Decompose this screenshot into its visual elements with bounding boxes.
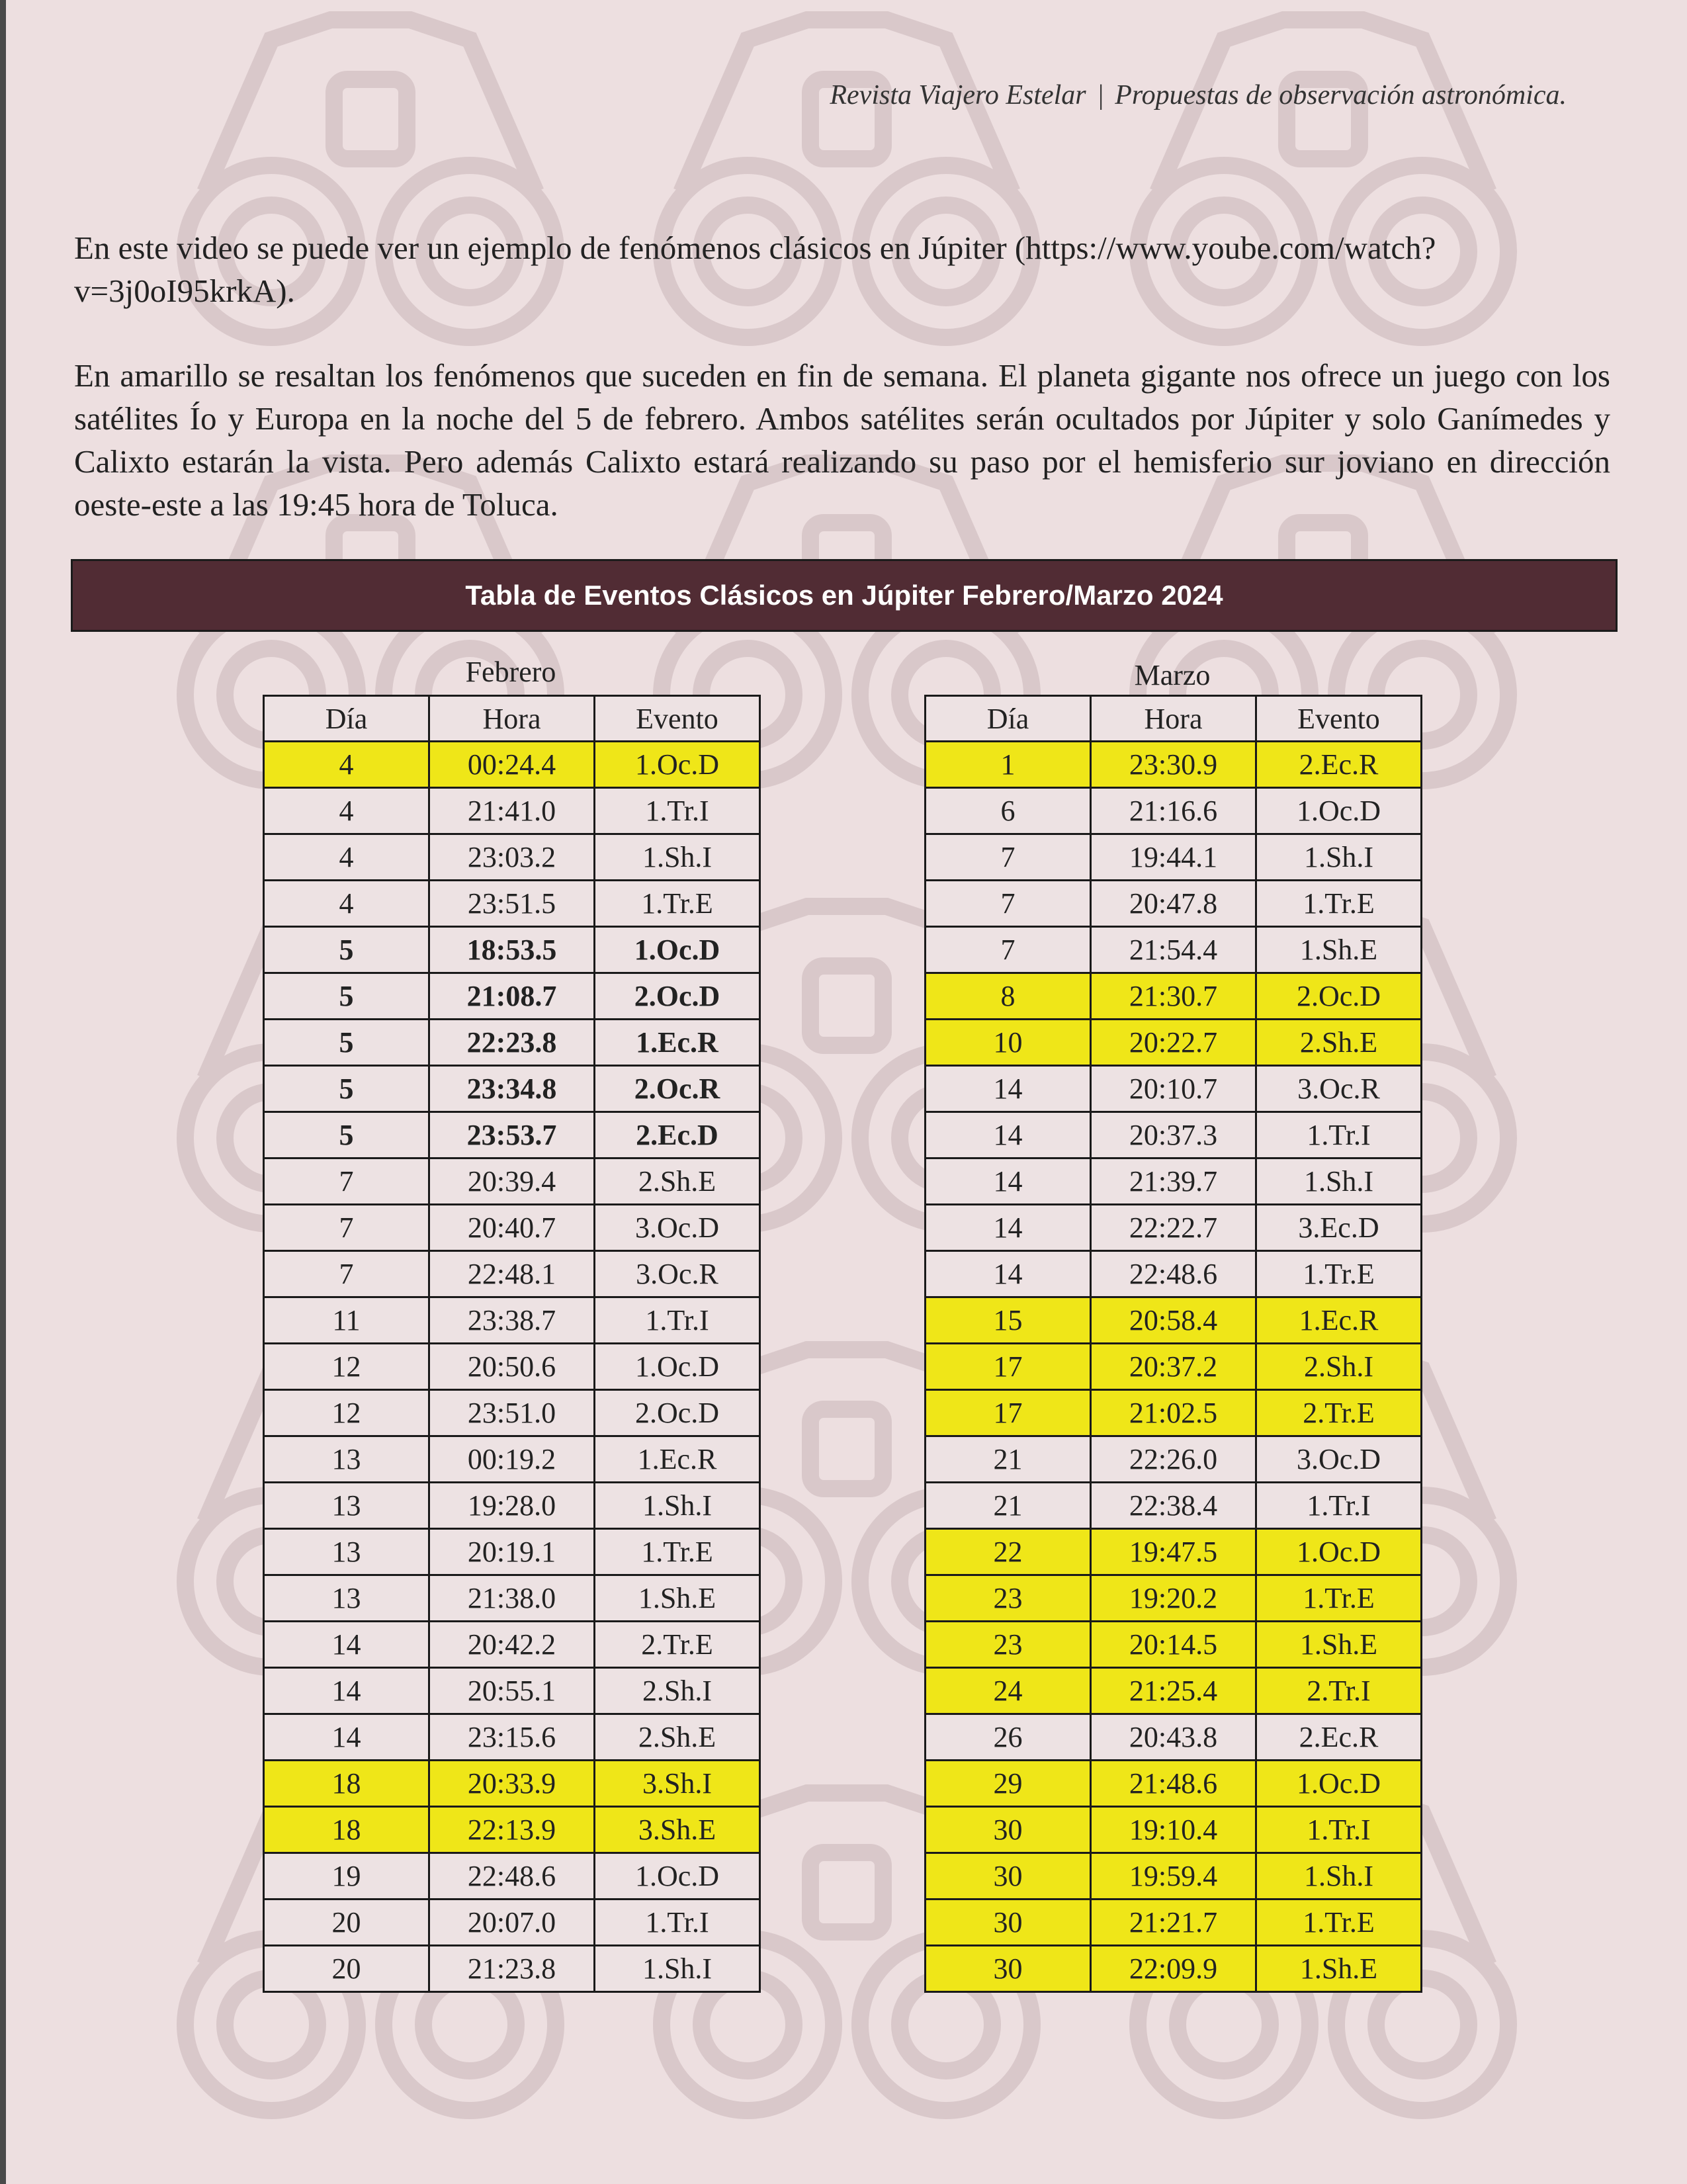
event-cell: 3.Oc.D bbox=[1256, 1436, 1422, 1483]
day-cell: 30 bbox=[926, 1807, 1091, 1853]
event-cell: 1.Sh.I bbox=[595, 1483, 760, 1529]
day-cell: 13 bbox=[264, 1436, 429, 1483]
time-cell: 20:37.2 bbox=[1091, 1344, 1256, 1390]
day-cell: 4 bbox=[264, 881, 429, 927]
table-row bbox=[264, 1529, 760, 1575]
event-cell: 1.Tr.I bbox=[1256, 1112, 1422, 1158]
time-cell: 00:24.4 bbox=[429, 742, 595, 788]
event-cell: 1.Tr.E bbox=[1256, 1900, 1422, 1946]
marzo-caption: Marzo bbox=[1134, 659, 1211, 691]
time-cell: 23:34.8 bbox=[429, 1066, 595, 1112]
day-cell: 21 bbox=[926, 1436, 1091, 1483]
table-row bbox=[926, 1714, 1422, 1761]
event-cell: 1.Oc.D bbox=[1256, 788, 1422, 834]
event-cell: 2.Oc.D bbox=[1256, 973, 1422, 1020]
time-cell: 20:07.0 bbox=[429, 1900, 595, 1946]
event-cell: 2.Ec.R bbox=[1256, 742, 1422, 788]
time-cell: 20:43.8 bbox=[1091, 1714, 1256, 1761]
event-cell: 3.Oc.R bbox=[1256, 1066, 1422, 1112]
time-cell: 19:59.4 bbox=[1091, 1853, 1256, 1900]
day-cell: 30 bbox=[926, 1946, 1091, 1992]
column-header-hora: Hora bbox=[429, 696, 595, 742]
table-row bbox=[264, 1761, 760, 1807]
day-cell: 7 bbox=[926, 834, 1091, 881]
event-cell: 1.Oc.D bbox=[595, 742, 760, 788]
day-cell: 7 bbox=[926, 881, 1091, 927]
day-cell: 11 bbox=[264, 1297, 429, 1344]
table-row bbox=[264, 1112, 760, 1158]
day-cell: 7 bbox=[264, 1158, 429, 1205]
table-row bbox=[264, 834, 760, 881]
time-cell: 21:02.5 bbox=[1091, 1390, 1256, 1436]
column-header-evento: Evento bbox=[1256, 696, 1422, 742]
day-cell: 26 bbox=[926, 1714, 1091, 1761]
time-cell: 22:48.1 bbox=[429, 1251, 595, 1297]
event-cell: 1.Oc.D bbox=[595, 927, 760, 973]
day-cell: 23 bbox=[926, 1575, 1091, 1622]
event-cell: 1.Sh.E bbox=[1256, 927, 1422, 973]
table-row bbox=[264, 1946, 760, 1992]
table-row bbox=[926, 1436, 1422, 1483]
day-cell: 13 bbox=[264, 1575, 429, 1622]
table-row bbox=[926, 1251, 1422, 1297]
table-row bbox=[926, 1622, 1422, 1668]
day-cell: 4 bbox=[264, 834, 429, 881]
table-row bbox=[264, 1575, 760, 1622]
time-cell: 22:48.6 bbox=[429, 1853, 595, 1900]
table-row bbox=[264, 742, 760, 788]
time-cell: 20:42.2 bbox=[429, 1622, 595, 1668]
time-cell: 22:09.9 bbox=[1091, 1946, 1256, 1992]
event-cell: 1.Tr.E bbox=[595, 881, 760, 927]
event-cell: 1.Oc.D bbox=[1256, 1761, 1422, 1807]
table-row bbox=[264, 1020, 760, 1066]
time-cell: 21:48.6 bbox=[1091, 1761, 1256, 1807]
day-cell: 20 bbox=[264, 1946, 429, 1992]
time-cell: 20:47.8 bbox=[1091, 881, 1256, 927]
day-cell: 12 bbox=[264, 1390, 429, 1436]
table-row bbox=[926, 1066, 1422, 1112]
time-cell: 21:54.4 bbox=[1091, 927, 1256, 973]
event-cell: 1.Oc.D bbox=[1256, 1529, 1422, 1575]
event-cell: 1.Oc.D bbox=[595, 1344, 760, 1390]
event-cell: 2.Tr.E bbox=[1256, 1390, 1422, 1436]
day-cell: 5 bbox=[264, 927, 429, 973]
time-cell: 22:22.7 bbox=[1091, 1205, 1256, 1251]
table-row bbox=[264, 1853, 760, 1900]
event-cell: 1.Tr.E bbox=[1256, 1251, 1422, 1297]
day-cell: 12 bbox=[264, 1344, 429, 1390]
time-cell: 21:08.7 bbox=[429, 973, 595, 1020]
day-cell: 14 bbox=[926, 1066, 1091, 1112]
table-row bbox=[926, 1297, 1422, 1344]
event-cell: 2.Tr.I bbox=[1256, 1668, 1422, 1714]
table-row bbox=[926, 1668, 1422, 1714]
day-cell: 15 bbox=[926, 1297, 1091, 1344]
day-cell: 24 bbox=[926, 1668, 1091, 1714]
table-row bbox=[926, 927, 1422, 973]
event-cell: 2.Ec.D bbox=[595, 1112, 760, 1158]
table-row bbox=[926, 1020, 1422, 1066]
table-row bbox=[926, 1575, 1422, 1622]
column-header-dia: Día bbox=[264, 696, 429, 742]
day-cell: 5 bbox=[264, 1020, 429, 1066]
day-cell: 4 bbox=[264, 742, 429, 788]
time-cell: 22:26.0 bbox=[1091, 1436, 1256, 1483]
event-cell: 2.Oc.D bbox=[595, 1390, 760, 1436]
event-cell: 1.Tr.I bbox=[1256, 1483, 1422, 1529]
table-row bbox=[926, 1946, 1422, 1992]
febrero-header-row bbox=[264, 696, 760, 742]
febrero-table-body bbox=[264, 742, 760, 1992]
header-separator: | bbox=[1096, 80, 1105, 110]
day-cell: 1 bbox=[926, 742, 1091, 788]
event-cell: 1.Sh.E bbox=[1256, 1946, 1422, 1992]
column-header-dia: Día bbox=[926, 696, 1091, 742]
table-row bbox=[926, 1344, 1422, 1390]
event-cell: 3.Oc.D bbox=[595, 1205, 760, 1251]
day-cell: 22 bbox=[926, 1529, 1091, 1575]
table-row bbox=[926, 1158, 1422, 1205]
event-cell: 1.Ec.R bbox=[595, 1436, 760, 1483]
event-cell: 2.Sh.I bbox=[595, 1668, 760, 1714]
intro-paragraph: En este video se puede ver un ejemplo de fenómenos clásicos en Júpiter (https://www.yoube.com/watch?v=3j0oI95krkA). bbox=[74, 230, 1436, 309]
table-row bbox=[926, 1853, 1422, 1900]
table-title-bar: Tabla de Eventos Clásicos en Júpiter Febrero/Marzo 2024 bbox=[71, 559, 1618, 632]
event-cell: 2.Tr.E bbox=[595, 1622, 760, 1668]
time-cell: 20:55.1 bbox=[429, 1668, 595, 1714]
event-cell: 1.Tr.I bbox=[595, 1900, 760, 1946]
table-row bbox=[264, 1158, 760, 1205]
time-cell: 20:33.9 bbox=[429, 1761, 595, 1807]
table-row bbox=[926, 1205, 1422, 1251]
column-header-hora: Hora bbox=[1091, 696, 1256, 742]
table-row bbox=[264, 973, 760, 1020]
time-cell: 19:28.0 bbox=[429, 1483, 595, 1529]
event-cell: 1.Sh.I bbox=[595, 834, 760, 881]
time-cell: 23:51.5 bbox=[429, 881, 595, 927]
table-row bbox=[264, 1205, 760, 1251]
time-cell: 22:38.4 bbox=[1091, 1483, 1256, 1529]
time-cell: 23:53.7 bbox=[429, 1112, 595, 1158]
time-cell: 22:23.8 bbox=[429, 1020, 595, 1066]
day-cell: 13 bbox=[264, 1483, 429, 1529]
event-cell: 3.Sh.E bbox=[595, 1807, 760, 1853]
day-cell: 30 bbox=[926, 1900, 1091, 1946]
highlight-note-paragraph: En amarillo se resaltan los fenómenos que suceden en fin de semana. El planeta gigante nos ofrece un juego con los satélites Ío y Europa en la noche del 5 de febrero. Ambos satélites serán ocultados por Júpiter y solo Ganímedes y Calixto estarán la vista. Pero además Calixto estará realizando su paso por el hemisferio sur joviano en dirección oeste-este a las 19:45 hora de Toluca. bbox=[74, 357, 1610, 523]
event-cell: 1.Tr.I bbox=[595, 1297, 760, 1344]
event-cell: 1.Tr.E bbox=[1256, 881, 1422, 927]
time-cell: 21:30.7 bbox=[1091, 973, 1256, 1020]
time-cell: 23:15.6 bbox=[429, 1714, 595, 1761]
event-cell: 1.Tr.I bbox=[595, 788, 760, 834]
table-row bbox=[264, 881, 760, 927]
event-cell: 2.Sh.I bbox=[1256, 1344, 1422, 1390]
table-row bbox=[926, 742, 1422, 788]
event-cell: 2.Ec.R bbox=[1256, 1714, 1422, 1761]
day-cell: 30 bbox=[926, 1853, 1091, 1900]
table-row bbox=[264, 1297, 760, 1344]
day-cell: 5 bbox=[264, 973, 429, 1020]
day-cell: 14 bbox=[264, 1622, 429, 1668]
time-cell: 00:19.2 bbox=[429, 1436, 595, 1483]
day-cell: 17 bbox=[926, 1390, 1091, 1436]
day-cell: 7 bbox=[264, 1251, 429, 1297]
table-row bbox=[926, 1900, 1422, 1946]
time-cell: 19:20.2 bbox=[1091, 1575, 1256, 1622]
time-cell: 20:14.5 bbox=[1091, 1622, 1256, 1668]
event-cell: 3.Sh.I bbox=[595, 1761, 760, 1807]
time-cell: 21:21.7 bbox=[1091, 1900, 1256, 1946]
time-cell: 22:48.6 bbox=[1091, 1251, 1256, 1297]
event-cell: 1.Sh.I bbox=[595, 1946, 760, 1992]
event-cell: 1.Sh.E bbox=[595, 1575, 760, 1622]
event-cell: 2.Oc.R bbox=[595, 1066, 760, 1112]
day-cell: 5 bbox=[264, 1066, 429, 1112]
day-cell: 7 bbox=[926, 927, 1091, 973]
event-cell: 1.Sh.I bbox=[1256, 1853, 1422, 1900]
event-cell: 1.Sh.E bbox=[1256, 1622, 1422, 1668]
time-cell: 20:39.4 bbox=[429, 1158, 595, 1205]
time-cell: 23:38.7 bbox=[429, 1297, 595, 1344]
day-cell: 18 bbox=[264, 1807, 429, 1853]
event-cell: 3.Ec.D bbox=[1256, 1205, 1422, 1251]
time-cell: 20:40.7 bbox=[429, 1205, 595, 1251]
febrero-table bbox=[263, 695, 761, 1993]
time-cell: 20:37.3 bbox=[1091, 1112, 1256, 1158]
event-cell: 1.Tr.E bbox=[1256, 1575, 1422, 1622]
time-cell: 22:13.9 bbox=[429, 1807, 595, 1853]
day-cell: 17 bbox=[926, 1344, 1091, 1390]
event-cell: 1.Sh.I bbox=[1256, 1158, 1422, 1205]
day-cell: 6 bbox=[926, 788, 1091, 834]
day-cell: 5 bbox=[264, 1112, 429, 1158]
time-cell: 20:50.6 bbox=[429, 1344, 595, 1390]
table-row bbox=[926, 1807, 1422, 1853]
day-cell: 14 bbox=[264, 1668, 429, 1714]
event-cell: 3.Oc.R bbox=[595, 1251, 760, 1297]
time-cell: 21:25.4 bbox=[1091, 1668, 1256, 1714]
table-row bbox=[926, 973, 1422, 1020]
event-cell: 1.Tr.I bbox=[1256, 1807, 1422, 1853]
table-row bbox=[264, 1344, 760, 1390]
table-row bbox=[264, 788, 760, 834]
time-cell: 21:23.8 bbox=[429, 1946, 595, 1992]
day-cell: 10 bbox=[926, 1020, 1091, 1066]
table-row bbox=[264, 1390, 760, 1436]
table-row bbox=[264, 1714, 760, 1761]
day-cell: 20 bbox=[264, 1900, 429, 1946]
time-cell: 23:30.9 bbox=[1091, 742, 1256, 788]
time-cell: 19:47.5 bbox=[1091, 1529, 1256, 1575]
table-row bbox=[926, 1529, 1422, 1575]
event-cell: 2.Sh.E bbox=[595, 1714, 760, 1761]
event-cell: 2.Sh.E bbox=[595, 1158, 760, 1205]
time-cell: 20:19.1 bbox=[429, 1529, 595, 1575]
table-row bbox=[264, 1483, 760, 1529]
time-cell: 21:41.0 bbox=[429, 788, 595, 834]
day-cell: 14 bbox=[926, 1112, 1091, 1158]
time-cell: 19:10.4 bbox=[1091, 1807, 1256, 1853]
time-cell: 19:44.1 bbox=[1091, 834, 1256, 881]
marzo-table bbox=[924, 695, 1422, 1993]
day-cell: 13 bbox=[264, 1529, 429, 1575]
event-cell: 1.Sh.I bbox=[1256, 834, 1422, 881]
day-cell: 14 bbox=[926, 1158, 1091, 1205]
event-cell: 2.Sh.E bbox=[1256, 1020, 1422, 1066]
table-row bbox=[926, 1112, 1422, 1158]
column-header-evento: Evento bbox=[595, 696, 760, 742]
table-row bbox=[264, 1807, 760, 1853]
table-row bbox=[926, 1761, 1422, 1807]
marzo-table-body bbox=[926, 742, 1422, 1992]
febrero-caption: Febrero bbox=[465, 656, 556, 688]
event-cell: 1.Ec.R bbox=[595, 1020, 760, 1066]
table-row bbox=[264, 1251, 760, 1297]
event-cell: 2.Oc.D bbox=[595, 973, 760, 1020]
section-name: Propuestas de observación astronómica. bbox=[1115, 80, 1567, 110]
day-cell: 29 bbox=[926, 1761, 1091, 1807]
marzo-header-row bbox=[926, 696, 1422, 742]
day-cell: 18 bbox=[264, 1761, 429, 1807]
day-cell: 21 bbox=[926, 1483, 1091, 1529]
event-cell: 1.Ec.R bbox=[1256, 1297, 1422, 1344]
time-cell: 20:10.7 bbox=[1091, 1066, 1256, 1112]
running-header bbox=[830, 79, 1567, 111]
table-row bbox=[926, 834, 1422, 881]
time-cell: 23:51.0 bbox=[429, 1390, 595, 1436]
table-row bbox=[926, 788, 1422, 834]
table-row bbox=[264, 1436, 760, 1483]
table-row bbox=[264, 1900, 760, 1946]
day-cell: 4 bbox=[264, 788, 429, 834]
time-cell: 21:38.0 bbox=[429, 1575, 595, 1622]
table-row bbox=[926, 881, 1422, 927]
time-cell: 21:16.6 bbox=[1091, 788, 1256, 834]
table-row bbox=[264, 927, 760, 973]
day-cell: 8 bbox=[926, 973, 1091, 1020]
time-cell: 18:53.5 bbox=[429, 927, 595, 973]
table-row bbox=[264, 1622, 760, 1668]
event-cell: 1.Tr.E bbox=[595, 1529, 760, 1575]
table-row bbox=[264, 1668, 760, 1714]
time-cell: 20:22.7 bbox=[1091, 1020, 1256, 1066]
time-cell: 20:58.4 bbox=[1091, 1297, 1256, 1344]
time-cell: 23:03.2 bbox=[429, 834, 595, 881]
table-row bbox=[926, 1483, 1422, 1529]
table-row bbox=[926, 1390, 1422, 1436]
table-row bbox=[264, 1066, 760, 1112]
day-cell: 14 bbox=[926, 1251, 1091, 1297]
day-cell: 23 bbox=[926, 1622, 1091, 1668]
journal-name: Revista Viajero Estelar bbox=[830, 80, 1086, 110]
day-cell: 14 bbox=[926, 1205, 1091, 1251]
day-cell: 14 bbox=[264, 1714, 429, 1761]
day-cell: 7 bbox=[264, 1205, 429, 1251]
time-cell: 21:39.7 bbox=[1091, 1158, 1256, 1205]
event-cell: 1.Oc.D bbox=[595, 1853, 760, 1900]
day-cell: 19 bbox=[264, 1853, 429, 1900]
